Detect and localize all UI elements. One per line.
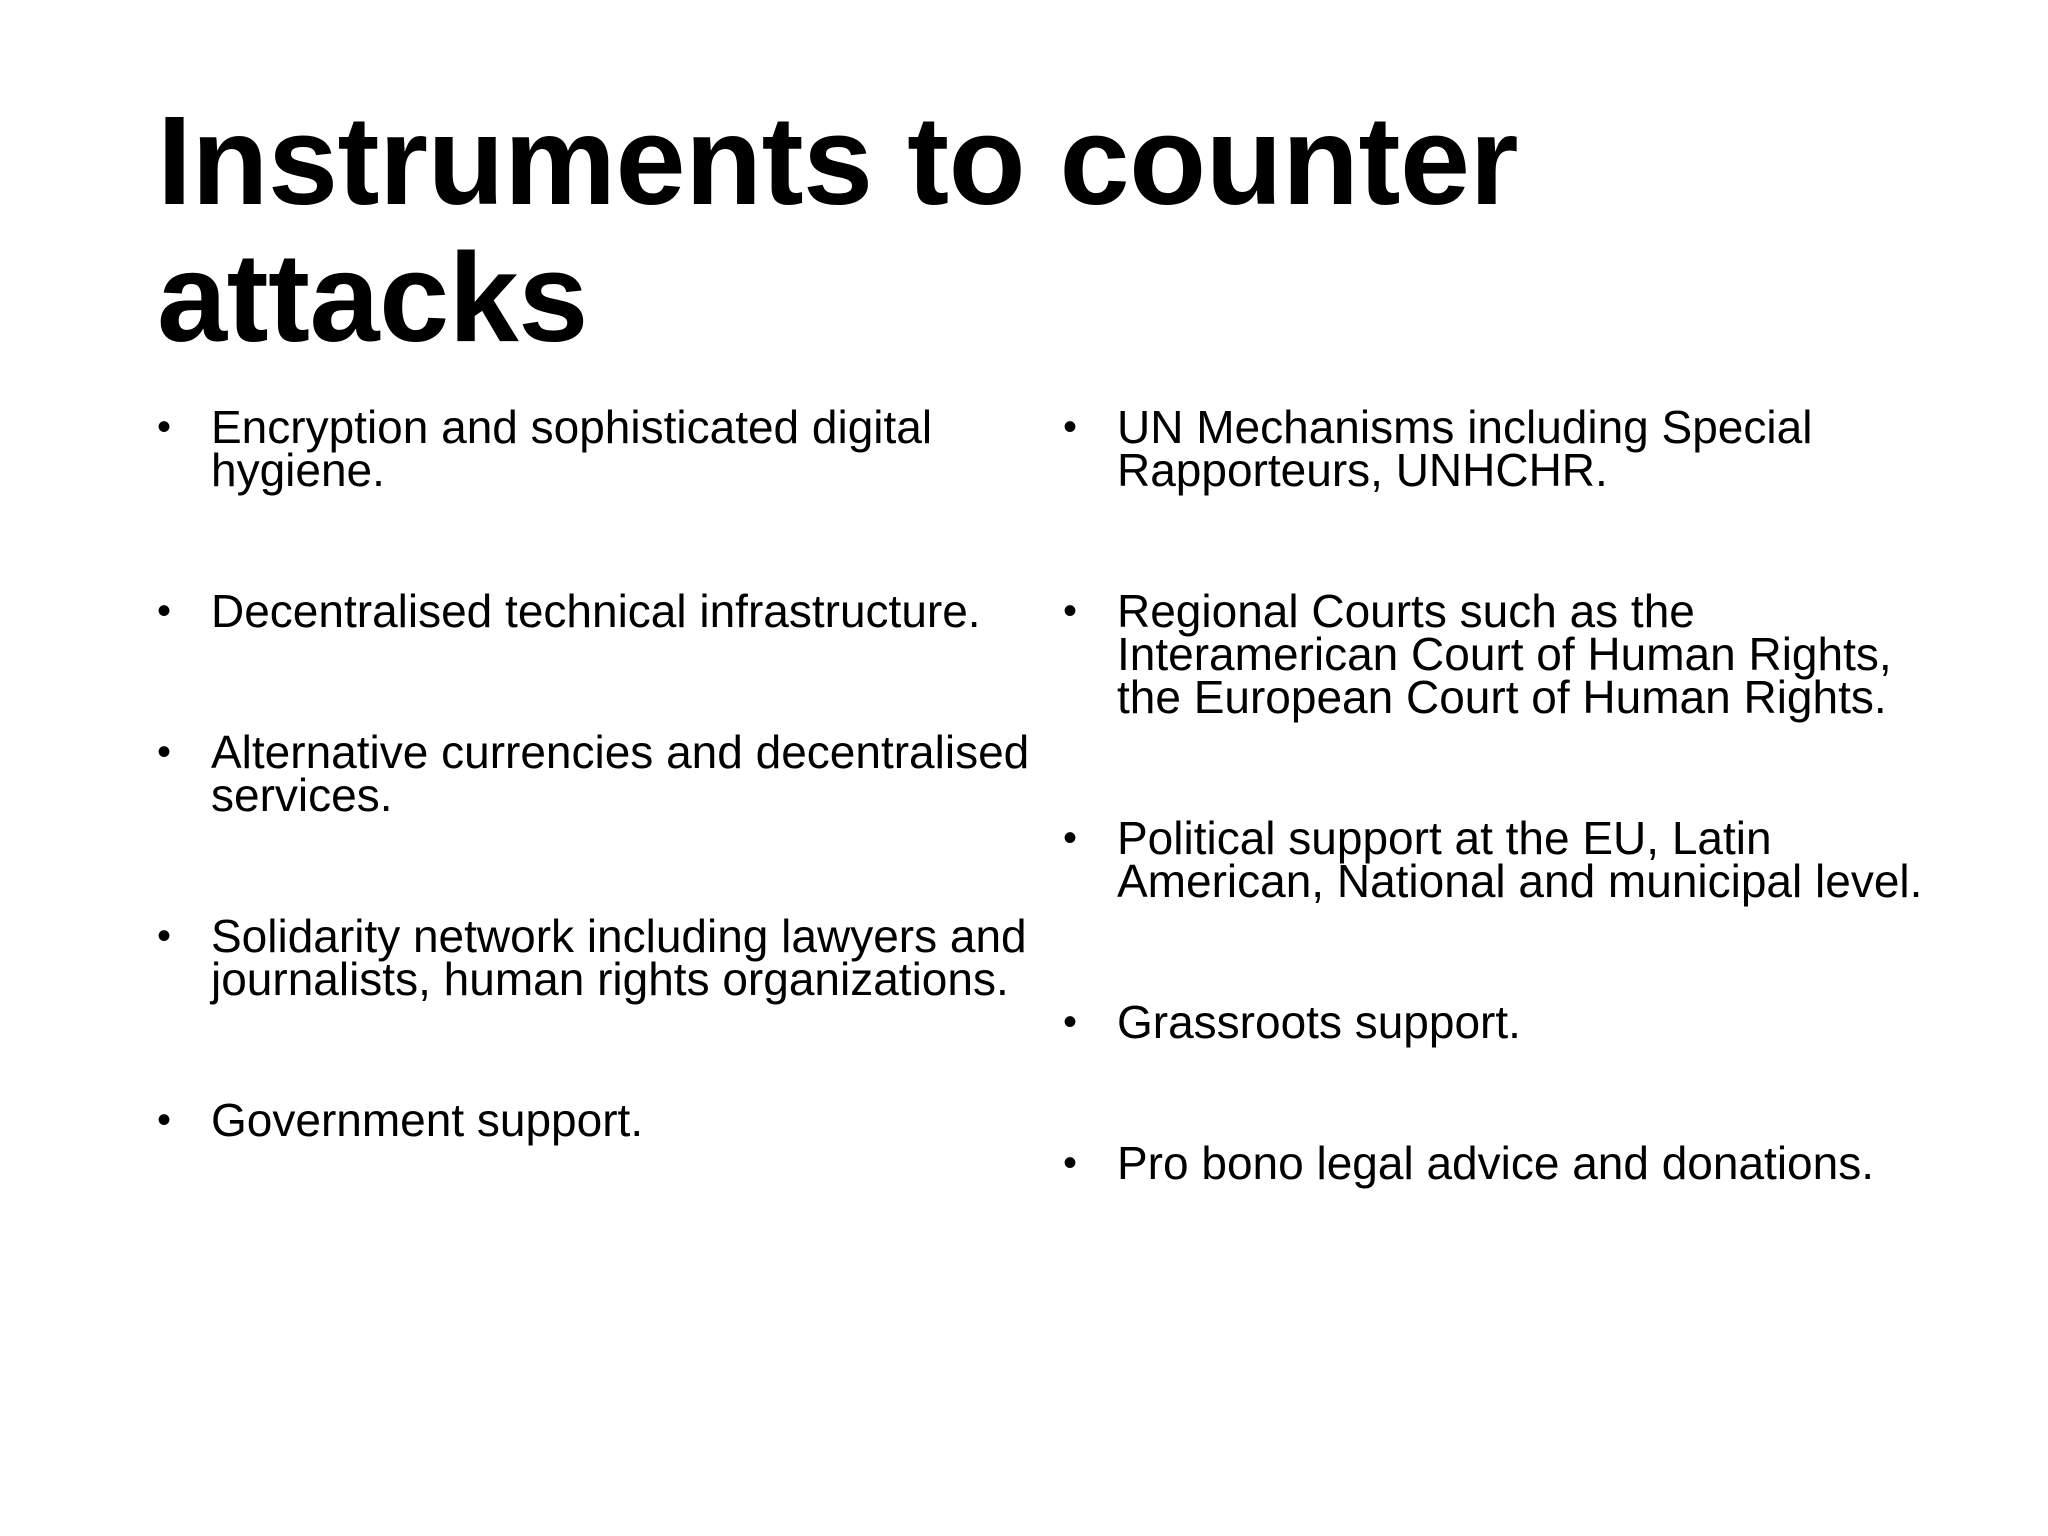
list-item-text: Alternative currencies and decentralised services. — [211, 726, 1030, 821]
bullet-icon: • — [157, 589, 172, 633]
list-item-text: Solidarity network including lawyers and journalists, human rights organizations. — [211, 910, 1027, 1005]
bullet-icon: • — [157, 405, 172, 449]
list-item — [157, 910, 1037, 1005]
list-item-text: Pro bono legal advice and donations. — [1117, 1137, 1875, 1189]
bullet-icon: • — [1063, 1000, 1078, 1044]
list-item-text: Decentralised technical infrastructure. — [211, 585, 981, 637]
right-bullet-list — [1063, 401, 1943, 1189]
list-item-text: Grassroots support. — [1117, 996, 1521, 1048]
slide-title: Instruments to counter attacks — [157, 90, 1519, 368]
list-item-text: Government support. — [211, 1094, 644, 1146]
left-bullet-list — [157, 401, 1037, 1146]
list-item — [1063, 1137, 1943, 1189]
list-item-text: Encryption and sophisticated digital hygiene. — [211, 401, 933, 496]
bullet-icon: • — [1063, 405, 1078, 449]
list-item — [1063, 812, 1943, 907]
bullet-icon: • — [157, 914, 172, 958]
list-item-text: UN Mechanisms including Special Rapporteurs, UNHCHR. — [1117, 401, 1813, 496]
bullet-icon: • — [1063, 816, 1078, 860]
bullet-icon: • — [157, 730, 172, 774]
list-item — [157, 401, 1037, 496]
list-item-text: Political support at the EU, Latin American, National and municipal level. — [1117, 812, 1923, 907]
list-item — [157, 726, 1037, 821]
list-item — [1063, 996, 1943, 1048]
list-item — [157, 1094, 1037, 1146]
bullet-icon: • — [1063, 1141, 1078, 1185]
list-item — [157, 585, 1037, 637]
list-item — [1063, 585, 1943, 723]
bullet-icon: • — [1063, 589, 1078, 633]
list-item — [1063, 401, 1943, 496]
list-item-text: Regional Courts such as the Interamerican Court of Human Rights, the European Court of Human Rights. — [1117, 585, 1892, 723]
bullet-icon: • — [157, 1098, 172, 1142]
